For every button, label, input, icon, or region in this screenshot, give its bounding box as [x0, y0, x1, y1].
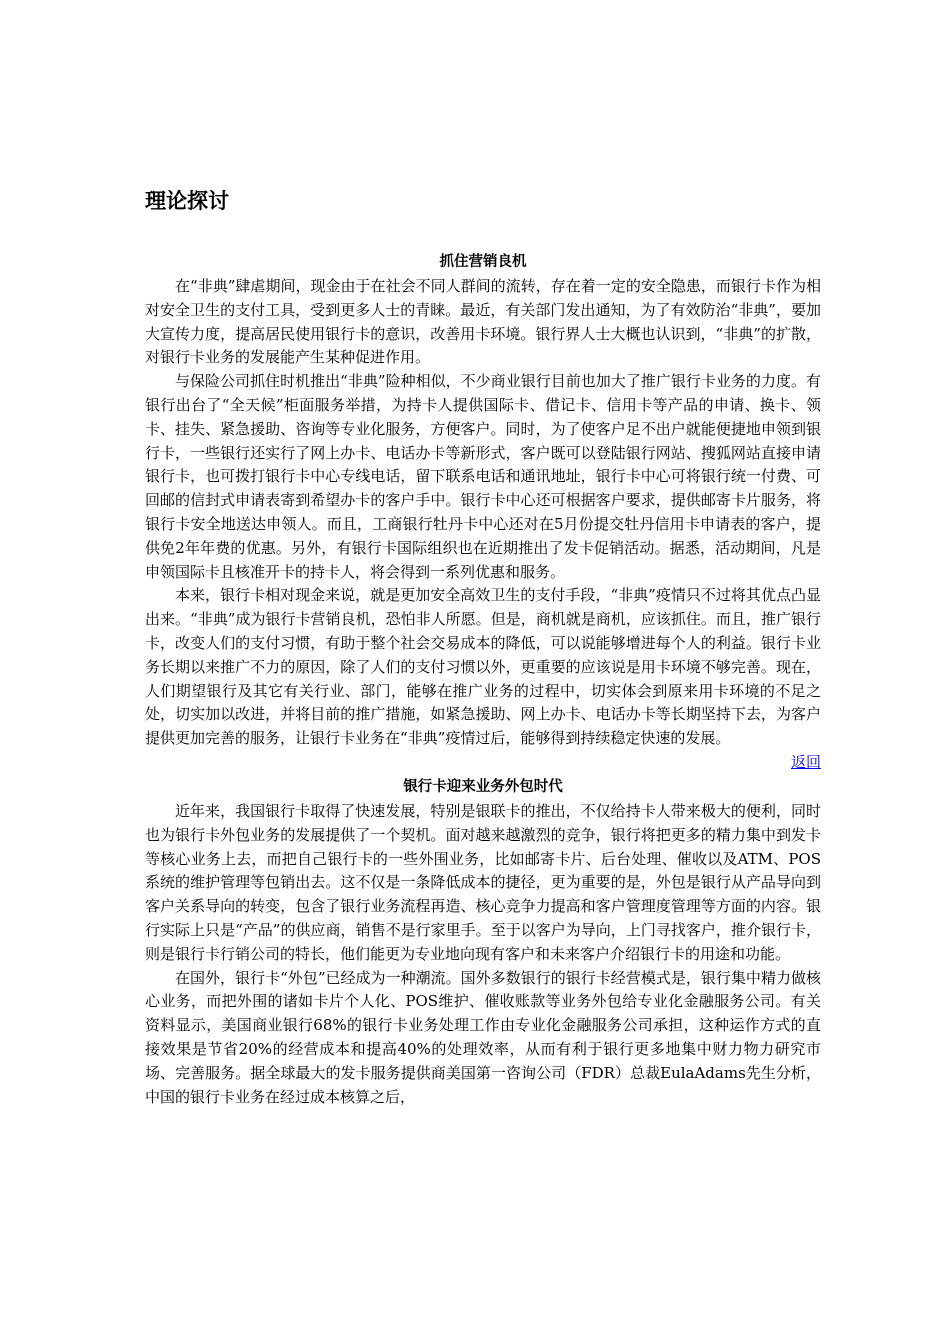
article-paragraph: 在“非典”肆虐期间，现金由于在社会不同人群间的流转，存在着一定的安全隐患，而银行卡作为相对安全卫生的支付工具，受到更多人士的青睐。最近，有关部门发出通知，为了有效防治“非典”，要加大宣传力度，提高居民使用银行卡的意识，改善用卡环境。银行界人士大概也认识到，“非典”的扩散，对银行卡业务的发展能产生某种促进作用。 — [145, 277, 821, 367]
article-paragraph: 与保险公司抓住时机推出“非典”险种相似，不少商业银行目前也加大了推广银行卡业务的力度。有银行出台了“全天候”柜面服务举措，为持卡人提供国际卡、借记卡、信用卡等产品的申请、换卡、领卡、挂失、紧急援助、咨询等专业化服务，方便客户。同时，为了使客户足不出户就能便捷地申领到银行卡，一些银行还实行了网上办卡、电话办卡等新形式，客户既可以登陆银行网站、搜狐网站直接申请银行卡，也可拨打银行卡中心专线电话，留下联系电话和通讯地址，银行卡中心可将银行统一付费、可回邮的信封式申请表寄到希望办卡的客户手中。银行卡中心还可根据客户要求，提供邮寄卡片服务，将银行卡安全地送达申领人。而且，工商银行牡丹卡中心还对在5月份提交牡丹信用卡申请表的客户，提供免2年年费的优惠。另外，有银行卡国际组织也在近期推出了发卡促销活动。据悉，活动期间，凡是申领国际卡且核准开卡的持卡人，将会得到一系列优惠和服务。 — [145, 372, 821, 581]
article-title: 抓住营销良机 — [439, 254, 527, 270]
article-paragraph: 本来，银行卡相对现金来说，就是更加安全高效卫生的支付手段，“非典”疫情只不过将其优点凸显出来。“非典”成为银行卡营销良机，恐怕非人所愿。但是，商机就是商机，应该抓住。而且，推广银行卡，改变人们的支付习惯，有助于整个社会交易成本的降低，可以说能够增进每个人的利益。银行卡业务长期以来推广不力的原因，除了人们的支付习惯以外，更重要的应该说是用卡环境不够完善。现在，人们期望银行及其它有关行业、部门，能够在推广业务的过程中，切实体会到原来用卡环境的不足之处，切实加以改进，并将目前的推广措施，如紧急援助、网上办卡、电话办卡等长期坚持下去，为客户提供更加完善的服务，让银行卡业务在“非典”疫情过后，能够得到持续稳定快速的发展。 — [145, 586, 821, 748]
back-link[interactable]: 返回 — [790, 752, 821, 771]
article-paragraph: 近年来，我国银行卡取得了快速发展，特别是银联卡的推出，不仅给持卡人带来极大的便利，同时也为银行卡外包业务的发展提供了一个契机。面对越来越激烈的竞争，银行将把更多的精力集中到发卡等核心业务上去，而把自己银行卡的一些外围业务，比如邮寄卡片、后台处理、催收以及ATM、POS系统的维护管理等包销出去。这不仅是一条降低成本的捷径，更为重要的是，外包是银行从产品导向到客户关系导向的转变，包含了银行业务流程再造、核心竞争力提高和客户管理度管理等方面的内容。银行实际上只是“产品”的供应商，销售不是行家里手。至于以客户为导向，上门寻找客户，推介银行卡，则是银行卡行销公司的特长，他们能更为专业地向现有客户和未来客户介绍银行卡的用途和功能。 — [145, 801, 821, 963]
article-outsourcing-era — [145, 775, 821, 1109]
section-heading: 理论探讨 — [145, 189, 229, 213]
back-link-row — [145, 751, 821, 775]
article-marketing-opportunity — [145, 250, 821, 775]
content-column — [145, 250, 821, 1109]
article-title: 银行卡迎来业务外包时代 — [403, 778, 563, 795]
article-paragraph: 在国外，银行卡“外包”已经成为一种潮流。国外多数银行的银行卡经营模式是，银行集中精力做核心业务，而把外围的诸如卡片个人化、POS维护、催收账款等业务外包给专业化金融服务公司。有关资料显示，美国商业银行68%的银行卡业务处理工作由专业化金融服务公司承担，这种运作方式的直接效果是节省20%的经营成本和提高40%的处理效率，从而有利于银行更多地集中财力物力研究市场、完善服务。据全球最大的发卡服务提供商美国第一咨询公司（FDR）总裁EulaAdams先生分析，中国的银行卡业务在经过成本核算之后， — [145, 968, 821, 1106]
